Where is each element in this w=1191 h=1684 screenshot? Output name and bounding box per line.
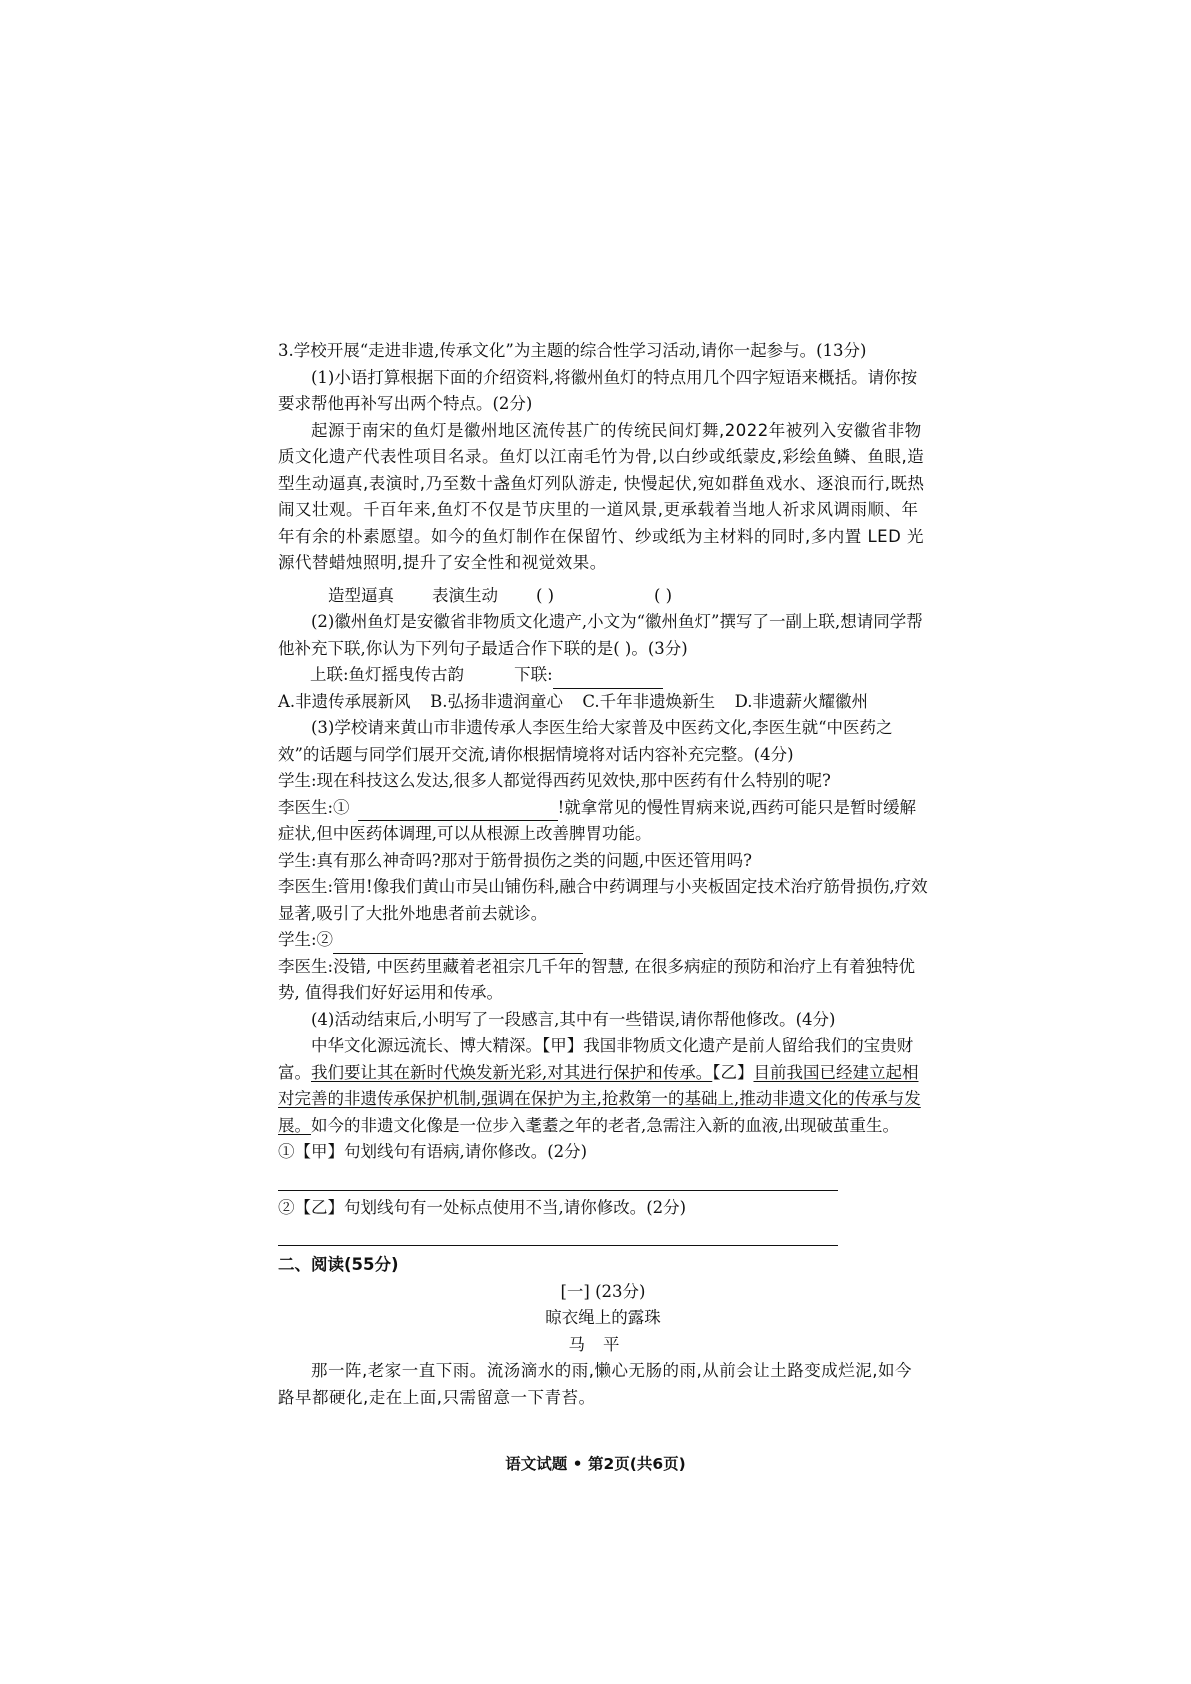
lower-couplet-blank[interactable]	[553, 668, 663, 689]
reading-section-title: 二、阅读(55分)	[278, 1255, 399, 1274]
dialogue-blank-2[interactable]	[333, 933, 583, 954]
dialogue-line-1: 学生:现在科技这么发达,很多人都觉得西药见效快,那中医药有什么特别的呢?	[278, 771, 831, 790]
question-3-title: 3.学校开展“走进非遗,传承文化”为主题的综合性学习活动,请你一起参与。(13分)	[278, 341, 867, 360]
question-3-2-prompt: (2)徽州鱼灯是安徽省非物质文化遗产,小文为“徽州鱼灯”撰写了一副上联,想请同学帮他补充下联,你认为下列句子最适合作下联的是( )。(3分)	[278, 612, 923, 658]
question-3-4-prompt: (4)活动结束后,小明写了一段感言,其中有一些错误,请你帮他修改。(4分)	[311, 1009, 836, 1029]
jia-underlined-sentence: 我们要让其在新时代焕发新光彩,对其进行保护和传承。	[311, 1062, 713, 1082]
fish-lantern-passage: 起源于南宋的鱼灯是徽州地区流传甚广的传统民间灯舞,2022年被列入安徽省非物质文化遗产代表性项目名录。鱼灯以江南毛竹为骨,以白纱或纸蒙皮,彩绘鱼鳞、鱼眼,造型生动逼真,表演时,乃至数十盏鱼灯列队游走, 快慢起伏,宛如群鱼戏水、逐浪而行,既热闹又壮观。千百年来,鱼灯不仅是节庆里的一道风景,更承载着当地人祈求风调雨顺、年年有余的朴素愿望。如今的鱼灯制作在保留竹、纱或纸为主材料的同时,多内置 LED 光源代替蜡烛照明,提升了安全性和视觉效果。	[278, 420, 925, 572]
option-a[interactable]: A.非遗传承展新风	[278, 691, 411, 711]
dialogue-line-2-suffix: !就拿常见的慢性胃病来说,西药可能只是暂时缓解症状,但中医药体调理,可以从根源上改善脾胃功能。	[278, 797, 916, 843]
dialogue-line-2	[278, 795, 928, 848]
feature-answer-row	[278, 583, 928, 610]
option-d[interactable]: D.非遗薪火耀徽州	[734, 691, 868, 711]
option-c[interactable]: C.千年非遗焕新生	[582, 691, 716, 711]
feature-1: 造型逼真	[328, 585, 394, 605]
lower-couplet	[514, 662, 663, 689]
dialogue-line-3: 学生:真有那么神奇吗?那对于筋骨损伤之类的问题,中医还管用吗?	[278, 850, 752, 870]
reflection-end: 如今的非遗文化像是一位步入耄耋之年的老者,急需注入新的血液,出现破茧重生。	[311, 1115, 899, 1135]
reflection-paragraph	[278, 1033, 928, 1139]
answer-line-jia[interactable]	[278, 1166, 838, 1191]
question-jia: ①【甲】句划线句有语病,请你修改。(2分)	[278, 1142, 588, 1161]
question-3-1-prompt: (1)小语打算根据下面的介绍资料,将徽州鱼灯的特点用几个四字短语来概括。请你按要求帮他再补写出两个特点。(2分)	[278, 367, 918, 413]
article-paragraph-1: 那一阵,老家一直下雨。流汤滴水的雨,懒心无肠的雨,从前会让土路变成烂泥,如今路早都硬化,走在上面,只需留意一下青苔。	[278, 1361, 912, 1407]
article-author: 马平	[568, 1334, 638, 1354]
upper-couplet: 上联:鱼灯摇曳传古韵	[310, 665, 465, 684]
question-3-3-prompt: (3)学校请来黄山市非遗传承人李医生给大家普及中医药文化,李医生就“中医药之效”的话题与同学们展开交流,请你根据情境将对话内容补充完整。(4分)	[278, 718, 893, 764]
couplet-row	[278, 662, 928, 689]
yi-marker: 【乙】	[712, 1062, 754, 1082]
option-b[interactable]: B.弘扬非遗润童心	[430, 691, 563, 711]
question-yi: ②【乙】句划线句有一处标点使用不当,请你修改。(2分)	[278, 1197, 687, 1217]
feature-blank-1[interactable]: ( )	[536, 585, 555, 605]
article-title: 晾衣绳上的露珠	[545, 1308, 661, 1327]
page-footer: 语文试题 • 第2页(共6页)	[505, 1455, 686, 1473]
yi-underlined-sentence: 目前我国已经建立起相对完善的非遗传承保护机制,强调在保护为主,抢救第一的基础上,推动非遗文化的传承与发展。	[278, 1062, 921, 1135]
dialogue-blank-1[interactable]	[358, 800, 558, 821]
feature-blank-2[interactable]: ( )	[654, 585, 673, 605]
reading-part-label: [一] (23分)	[560, 1281, 646, 1301]
dialogue-line-5-prefix: 学生:②	[278, 930, 334, 949]
couplet-options	[278, 689, 868, 716]
dialogue-line-5	[278, 927, 928, 954]
exam-page-content	[278, 338, 928, 1411]
dialogue-line-4: 李医生:管用!像我们黄山市吴山铺伤科,融合中药调理与小夹板固定技术治疗筋骨损伤,疗效显著,吸引了大批外地患者前去就诊。	[278, 877, 928, 923]
dialogue-line-2-prefix: 李医生:①	[278, 797, 350, 817]
lower-couplet-label: 下联:	[514, 665, 553, 684]
reflection-start: 中华文化源远流长、博大精深。【甲】我国非物质文化遗产是前人留给我们的宝贵财富。	[278, 1036, 914, 1082]
feature-2: 表演生动	[432, 585, 498, 605]
dialogue-line-6: 李医生:没错, 中医药里藏着老祖宗几千年的智慧, 在很多病症的预防和治疗上有着独特优势, 值得我们好好运用和传承。	[278, 956, 916, 1002]
answer-line-yi[interactable]	[278, 1221, 838, 1246]
